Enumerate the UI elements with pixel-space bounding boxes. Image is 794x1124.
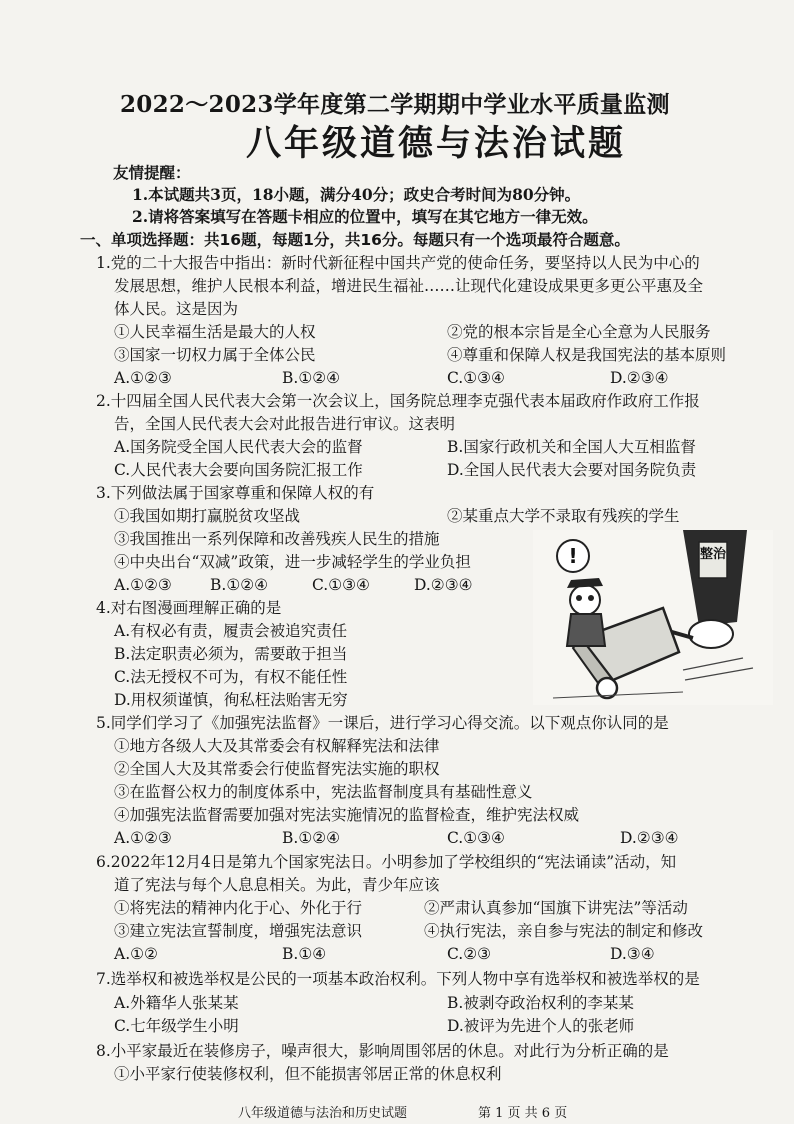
q1-option-d: D.②③④ — [610, 369, 669, 387]
q3-stem: 3.下列做法属于国家尊重和保障人权的有 — [96, 484, 375, 502]
q4-option-d: D.用权须谨慎，徇私枉法贻害无穷 — [114, 691, 348, 709]
q6-statement: ③建立宪法宣誓制度，增强宪法意识 — [114, 922, 363, 940]
q1-statement: ①人民幸福生活是最大的人权 — [114, 323, 316, 341]
q5-option-c: C.①③④ — [447, 829, 505, 847]
q5-statement: ④加强宪法监督需要加强对宪法实施情况的监督检查，维护宪法权威 — [114, 806, 580, 824]
q5-statement: ①地方各级人大及其常委会有权解释宪法和法律 — [114, 737, 440, 755]
q4-option-c: C.法无授权不可为，有权不能任性 — [114, 668, 348, 686]
q2-option-c: C.人民代表大会要向国务院汇报工作 — [114, 461, 363, 479]
q3-option-a: A.①②③ — [114, 576, 172, 594]
q1-option-c: C.①③④ — [447, 369, 505, 387]
q1-stem: 1.党的二十大报告中指出：新时代新征程中国共产党的使命任务，要坚持以人民为中心的 — [96, 254, 700, 272]
cartoon-exclaim: ! — [568, 544, 578, 568]
q6-option-d: D.③④ — [610, 945, 655, 963]
q6-option-c: C.②③ — [447, 945, 492, 963]
q5-stem: 5.同学们学习了《加强宪法监督》一课后，进行学习心得交流。以下观点你认同的是 — [96, 714, 669, 732]
q1-statement: ③国家一切权力属于全体公民 — [114, 346, 316, 364]
q3-statement: ④中央出台“双减”政策，进一步减轻学生的学业负担 — [114, 553, 471, 571]
exam-title: 八年级道德与法治试题 — [246, 123, 627, 164]
cartoon-image — [533, 530, 773, 705]
cartoon-sleeve-label: 整治 — [699, 547, 727, 562]
q1-stem: 体人民。这是因为 — [114, 300, 239, 318]
q1-stem: 发展思想，维护人民根本利益，增进民生福祉……让现代化建设成果更多更公平惠及全 — [114, 277, 704, 295]
q6-option-b: B.①④ — [282, 945, 327, 963]
q6-statement: ④执行宪法，亲自参与宪法的制定和修改 — [424, 922, 704, 940]
q1-option-b: B.①②④ — [282, 369, 341, 387]
q4-option-a: A.有权必有责，履责会被追究责任 — [114, 622, 348, 640]
q4-option-b: B.法定职责必须为，需要敢于担当 — [114, 645, 348, 663]
q1-statement: ②党的根本宗旨是全心全意为人民服务 — [447, 323, 711, 341]
q6-option-a: A.①② — [114, 945, 158, 963]
q5-statement: ③在监督公权力的制度体系中，宪法监督制度具有基础性意义 — [114, 783, 533, 801]
q6-statement: ①将宪法的精神内化于心、外化于行 — [114, 899, 363, 917]
notice-title: 友情提醒： — [113, 163, 191, 182]
q1-statement: ④尊重和保障人权是我国宪法的基本原则 — [447, 346, 727, 364]
q7-option-d: D.被评为先进个人的张老师 — [447, 1017, 635, 1035]
exam-header: 2022～2023学年度第二学期期中学业水平质量监测 — [120, 91, 670, 118]
q6-statement: ②严肃认真参加“国旗下讲宪法”等活动 — [424, 899, 688, 917]
q7-option-a: A.外籍华人张某某 — [114, 994, 239, 1012]
q2-option-b: B.国家行政机关和全国人大互相监督 — [447, 438, 696, 456]
q3-option-c: C.①③④ — [312, 576, 370, 594]
q2-stem: 2.十四届全国人民代表大会第一次会议上，国务院总理李克强代表本届政府作政府工作报 — [96, 392, 700, 410]
q3-statement: ③我国推出一系列保障和改善残疾人民生的措施 — [114, 530, 440, 548]
q8-statement: ①小平家行使装修权利，但不能损害邻居正常的休息权利 — [114, 1065, 502, 1083]
q5-statement: ②全国人大及其常委会行使监督宪法实施的职权 — [114, 760, 440, 778]
q7-stem: 7.选举权和被选举权是公民的一项基本政治权利。下列人物中享有选举权和被选举权的是 — [96, 970, 700, 988]
q5-option-b: B.①②④ — [282, 829, 341, 847]
q5-option-a: A.①②③ — [114, 829, 172, 847]
q7-option-b: B.被剥夺政治权利的李某某 — [447, 994, 634, 1012]
q6-stem: 6.2022年12月4日是第九个国家宪法日。小明参加了学校组织的“宪法诵读”活动，知 — [96, 853, 677, 871]
q3-option-d: D.②③④ — [414, 576, 473, 594]
footer-subject: 八年级道德与法治和历史试题 — [238, 1106, 408, 1121]
q8-stem: 8.小平家最近在装修房子，噪声很大，影响周围邻居的休息。对此行为分析正确的是 — [96, 1042, 669, 1060]
q6-stem: 道了宪法与每个人息息相关。为此，青少年应该 — [114, 876, 440, 894]
notice-item: 1.本试题共3页，18小题，满分40分；政史合考时间为80分钟。 — [132, 185, 581, 204]
q1-option-a: A.①②③ — [114, 369, 172, 387]
q2-option-d: D.全国人民代表大会要对国务院负责 — [447, 461, 697, 479]
q2-option-a: A.国务院受全国人民代表大会的监督 — [114, 438, 363, 456]
q7-option-c: C.七年级学生小明 — [114, 1017, 239, 1035]
q2-stem: 告，全国人民代表大会对此报告进行审议。这表明 — [114, 415, 456, 433]
footer-page-number: 第 1 页 共 6 页 — [478, 1106, 568, 1121]
q5-option-d: D.②③④ — [620, 829, 679, 847]
section-heading: 一、单项选择题：共16题，每题1分，共16分。每题只有一个选项最符合题意。 — [80, 231, 630, 249]
q3-option-b: B.①②④ — [210, 576, 269, 594]
q3-statement: ②某重点大学不录取有残疾的学生 — [447, 507, 680, 525]
q3-statement: ①我国如期打赢脱贫攻坚战 — [114, 507, 301, 525]
notice-item: 2.请将答案填写在答题卡相应的位置中，填写在其它地方一律无效。 — [132, 207, 598, 226]
q4-stem: 4.对右图漫画理解正确的是 — [96, 599, 282, 617]
